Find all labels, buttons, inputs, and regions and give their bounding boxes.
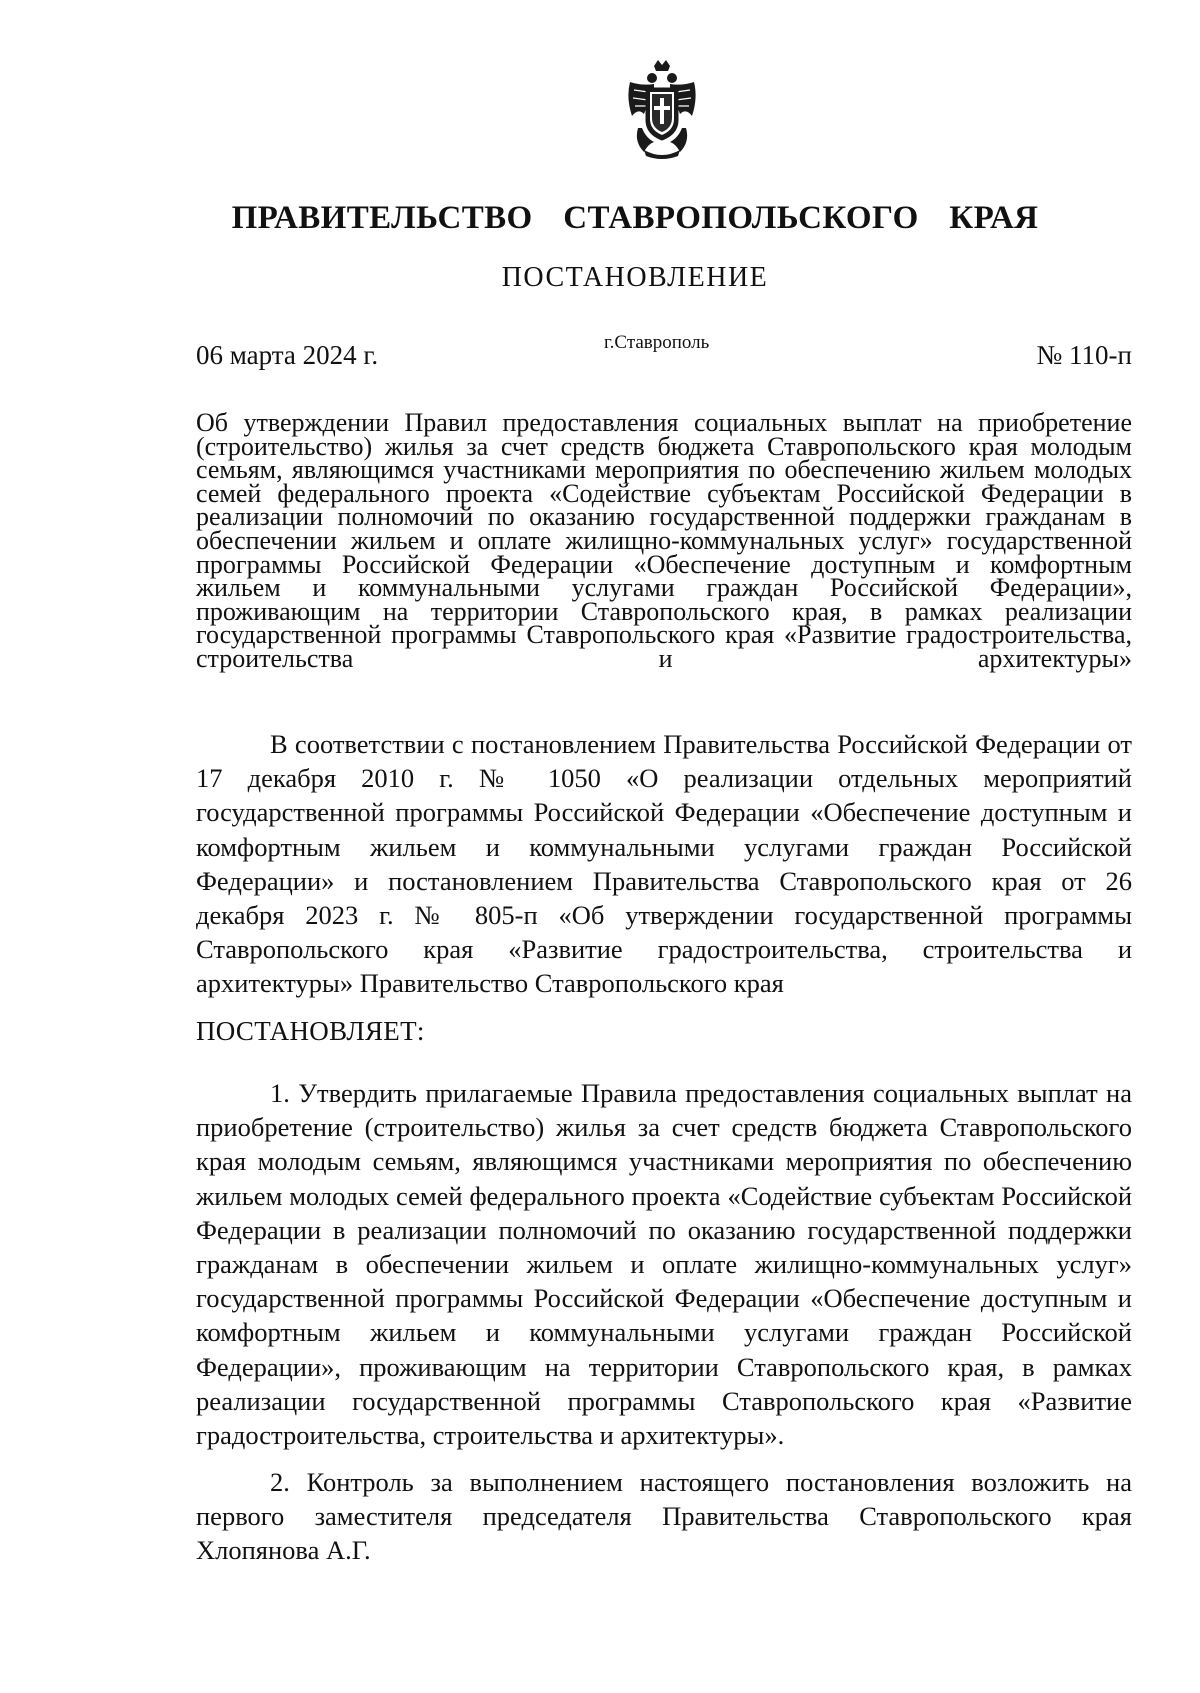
preamble-paragraph: В соответствии с постановлением Правительства Российской Федерации от 17 декабря 2010 г. № 1050 «О реализации отдельных мероприятий государственной программы Российской Федерации «Обеспечение доступным и комфортным жильем и коммунальными услугами граждан Российской Федерации» и постановлением Правительства Ставропольского края от 26 декабря 2023 г. № 805-п «Об утверждении государственной программы Ставропольского края «Развитие градостроительства, строительства и архитектуры» Правительство Ставропольского края xyxy=(196,729,1132,999)
document-date: 06 марта 2024 г. xyxy=(196,340,379,370)
coat-of-arms-icon xyxy=(624,58,700,160)
document-subject: Об утверждении Правил предоставления социальных выплат на приобретение (строительство) жилья за счет средств бюджета Ставропольского края молодым семьям, являющимся участниками мероприятия по обеспечению жильем молодых семей федерального проекта «Содействие субъектам Российской Федерации в реализации полномочий по оказанию государственной поддержки гражданам в обеспечении жильем и оплате жилищно-коммунальных услуг» государственной программы Российской Федерации «Обеспечение доступным и комфортным жильем и коммунальными услугами граждан Российской Федерации», проживающим на территории Ставропольского края, в рамках реализации государственной программы Ставропольского края «Развитие градостроительства, строительства и архитектуры» xyxy=(196,408,1132,673)
organization-title: ПРАВИТЕЛЬСТВО СТАВРОПОЛЬСКОГО КРАЯ xyxy=(231,200,1039,236)
document-number: № 110-п xyxy=(1036,340,1132,370)
document-city: г.Ставрополь xyxy=(604,332,710,353)
resolution-item-1: 1. Утвердить прилагаемые Правила предоставления социальных выплат на приобретение (строительство) жилья за счет средств бюджета Ставропольского края молодым семьям, являющимся участниками мероприятия по обеспечению жильем молодых семей федерального проекта «Содействие субъектам Российской Федерации в реализации полномочий по оказанию государственной поддержки гражданам в обеспечении жильем и оплате жилищно-коммунальных услуг» государственной программы Российской Федерации «Обеспечение доступным и комфортным жильем и коммунальными услугами граждан Российской Федерации», проживающим на территории Ставропольского края, в рамках реализации государственной программы Ставропольского края «Развитие градостроительства, строительства и архитектуры». xyxy=(196,1078,1132,1451)
resolution-item-2: 2. Контроль за выполнением настоящего постановления возложить на первого заместителя председателя Правительства Ставропольского края Хлопянова А.Г. xyxy=(196,1467,1132,1566)
resolves-heading: ПОСТАНОВЛЯЕТ: xyxy=(196,1016,425,1046)
document-type: ПОСТАНОВЛЕНИЕ xyxy=(501,262,769,293)
